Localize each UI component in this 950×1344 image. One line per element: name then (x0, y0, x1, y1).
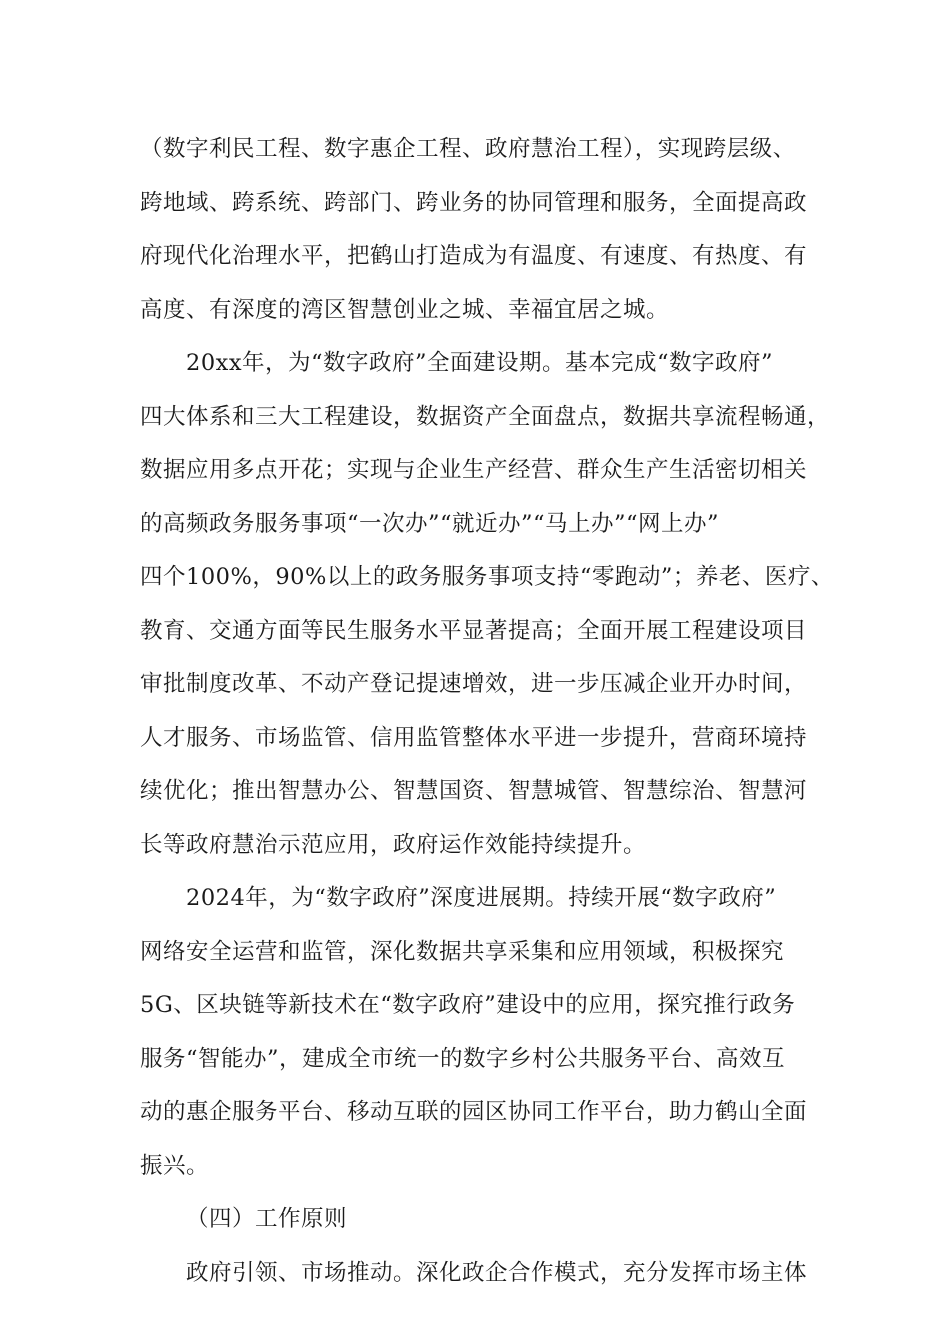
text-line: 跨地域、跨系统、跨部门、跨业务的协同管理和服务，全面提高政 (140, 189, 808, 216)
text-line: 高度、有深度的湾区智慧创业之城、幸福宜居之城。 (140, 296, 670, 323)
text-line: 人才服务、市场监管、信用监管整体水平进一步提升，营商环境持 (140, 724, 808, 751)
body-text (140, 123, 834, 1300)
text-line: 教育、交通方面等民生服务水平显著提高；全面开展工程建设项目 (140, 617, 808, 644)
text-line: 数据应用多点开花；实现与企业生产经营、群众生产生活密切相关 (140, 457, 808, 483)
paragraph-start-line: 政府引领、市场推动。深化政企合作模式，充分发挥市场主体 (186, 1259, 808, 1286)
text-line: 5G、区块链等新技术在“数字政府”建设中的应用，探究推行政务 (140, 992, 796, 1018)
text-line: 四大体系和三大工程建设，数据资产全面盘点，数据共享流程畅通， (140, 403, 831, 430)
text-line: 续优化；推出智慧办公、智慧国资、智慧城管、智慧综治、智慧河 (140, 778, 808, 804)
paragraph-start-line: 20xx年，为“数字政府”全面建设期。基本完成“数字政府” (186, 350, 774, 376)
paragraph-start-line: 2024年，为“数字政府”深度进展期。持续开展“数字政府” (186, 885, 777, 911)
text-line: 振兴。 (140, 1152, 210, 1179)
text-line: （数字利民工程、数字惠企工程、政府慧治工程），实现跨层级、 (140, 136, 796, 162)
text-line: 长等政府慧治示范应用，政府运作效能持续提升。 (140, 831, 647, 858)
section-heading: （四）工作原则 (186, 1206, 348, 1232)
text-line: 网络安全运营和监管，深化数据共享采集和应用领域，积极探究 (140, 938, 785, 965)
text-line: 服务“智能办”，建成全市统一的数字乡村公共服务平台、高效互 (140, 1045, 786, 1072)
text-line: 府现代化治理水平，把鹤山打造成为有温度、有速度、有热度、有 (140, 243, 808, 269)
text-line: 四个100%，90%以上的政务服务事项支持“零跑动”；养老、医疗、 (140, 564, 834, 590)
text-line: 的高频政务服务事项“一次办”“就近办”“马上办”“网上办” (140, 510, 720, 537)
text-line: 动的惠企服务平台、移动互联的园区协同工作平台，助力鹤山全面 (140, 1099, 808, 1125)
text-line: 审批制度改革、不动产登记提速增效，进一步压减企业开办时间， (140, 671, 808, 697)
